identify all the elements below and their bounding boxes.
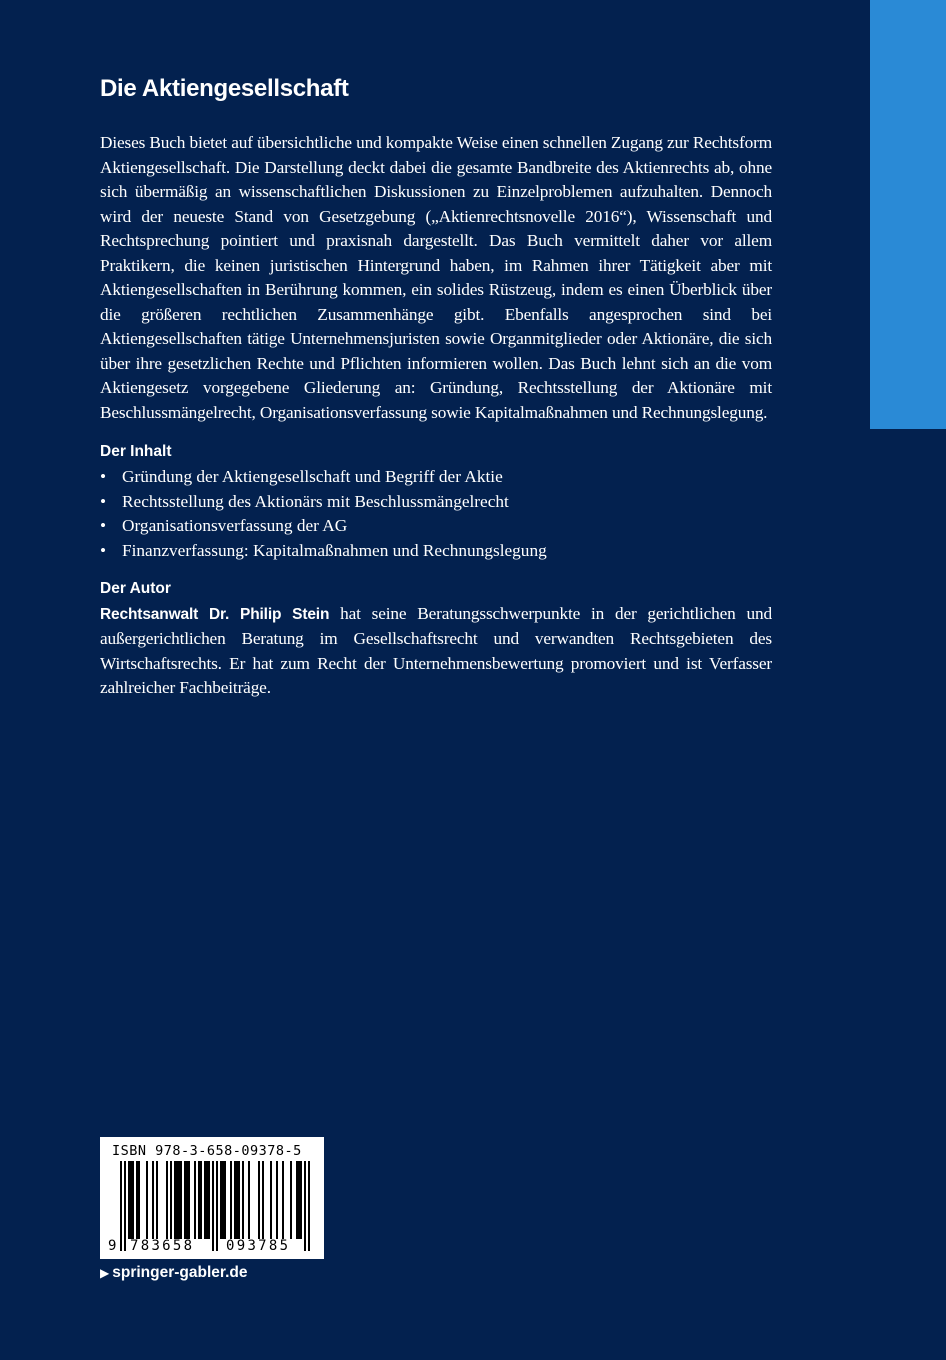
ean-first-digit: 9 (108, 1238, 117, 1254)
list-item (100, 539, 772, 564)
barcode-bar (186, 1161, 188, 1239)
list-item-text: Rechtsstellung des Aktionärs mit Beschlussmängelrecht (122, 491, 509, 511)
author-heading: Der Autor (100, 579, 171, 597)
list-item-text: Finanzverfassung: Kapitalmaßnahmen und Rechnungslegung (122, 541, 547, 561)
barcode-bar (138, 1161, 140, 1239)
isbn-text: ISBN 978-3-658-09378-5 (112, 1143, 302, 1159)
barcode-bar (198, 1161, 200, 1239)
list-item-text: Gründung der Aktiengesellschaft und Begriff der Aktie (122, 467, 503, 486)
barcode-guard-bar (124, 1161, 126, 1251)
barcode-bar (178, 1161, 180, 1239)
accent-bar (870, 0, 946, 429)
contents-heading: Der Inhalt (100, 443, 172, 460)
barcode-bar (300, 1161, 302, 1239)
barcode-bar (130, 1161, 132, 1239)
barcode-bar (156, 1161, 158, 1239)
list-item (100, 490, 772, 515)
book-description: Dieses Buch bietet auf übersichtliche und kompakte Weise einen schnellen Zugang zur Rechtsform Aktiengesellschaft. Die Darstellung deckt dabei die gesamte Bandbreite des Aktienrechts ab, ohne sich übermäßig an wissenschaftlichen Diskussionen zu Einzelproblemen aufzuhalten. Dennoch wird der neueste Stand von Gesetzgebung („Aktienrechtsnovelle 2016“), Wissenschaft und Rechtsprechung pointiert und praxisnah dargestellt. Das Buch vermittelt daher vor allem Praktikern, die keinen juristischen Hintergrund haben, im Rahmen ihrer Tätigkeit aber mit Aktiengesellschaften in Berührung kommen, ein solides Rüstzeug, indem es einen Überblick über die größeren rechtlichen Zusammenhänge gibt. Ebenfalls angesprochen sind bei Aktiengesellschaften tätige Unternehmensjuristen sowie Organmitglieder oder Aktionäre, die sich über ihre gesetzlichen Rechte und Pflichten informieren wollen. Das Buch lehnt sich an die vom Aktiengesetz vorgegebene Gliederung an: Gründung, Rechtsstellung der Aktionäre mit Beschlussmängelrecht, Organisationsverfassung sowie Kapitalmaßnahmen und Rechnungslegung. (100, 133, 772, 422)
bullet: • (100, 491, 107, 511)
barcode-bar (146, 1161, 148, 1239)
barcode-bar (230, 1161, 232, 1239)
isbn-barcode (100, 1137, 324, 1259)
barcode-bar (296, 1161, 298, 1239)
barcode-bar (128, 1161, 130, 1239)
bullet: • (100, 516, 107, 536)
barcode-bar (180, 1161, 182, 1239)
barcode-bar (136, 1161, 138, 1239)
ean-right-digits: 093785 (226, 1238, 291, 1254)
barcode-bar (132, 1161, 134, 1239)
barcode-bar (166, 1161, 168, 1239)
barcode-bar (170, 1161, 172, 1239)
publisher-website (100, 1264, 247, 1282)
barcode-bar (270, 1161, 272, 1239)
barcode-bar (276, 1161, 278, 1239)
barcode-bar (290, 1161, 292, 1239)
barcode-guard-bar (120, 1161, 122, 1251)
author-name: Rechtsanwalt Dr. Philip Stein (100, 605, 330, 623)
barcode-bar (152, 1161, 154, 1239)
bullet: • (100, 467, 107, 486)
author-bio-text: hat seine Beratungsschwerpunkte in der gerichtlichen und außergerichtlichen Beratung im Gesellschaftsrecht und verwandten Rechtsgebieten des Wirtschaftsrechts. Er hat zum Recht der Unternehmensbewertung promoviert und ist Verfasser zahlreicher Fachbeiträge. (100, 603, 772, 698)
list-item-text: Organisationsverfassung der AG (122, 516, 348, 536)
barcode-bar (188, 1161, 190, 1239)
barcode-bar (282, 1161, 284, 1239)
barcode-bar (238, 1161, 240, 1239)
ean-left-digits: 783658 (130, 1238, 195, 1254)
barcode-bar (236, 1161, 238, 1239)
list-item (100, 514, 772, 539)
barcode-bar (234, 1161, 236, 1239)
bullet: • (100, 541, 107, 561)
barcode-bar (204, 1161, 206, 1239)
barcode-bar (222, 1161, 224, 1239)
website-text: springer-gabler.de (112, 1264, 248, 1281)
barcode-bar (194, 1161, 196, 1239)
author-bio (100, 602, 772, 701)
barcode-bar (262, 1161, 264, 1239)
barcode-bar (200, 1161, 202, 1239)
barcode-bar (258, 1161, 260, 1239)
barcode-bar (208, 1161, 210, 1239)
back-cover-content (100, 72, 772, 701)
barcode-bar (184, 1161, 186, 1239)
barcode-bar (220, 1161, 222, 1239)
barcode-bar (176, 1161, 178, 1239)
list-item (100, 465, 772, 490)
barcode-bar (248, 1161, 250, 1239)
arrow-right-icon: ▶ (100, 1266, 110, 1280)
book-title: Die Aktiengesellschaft (100, 75, 349, 102)
barcode-bar (206, 1161, 208, 1239)
contents-list (100, 465, 772, 564)
barcode-bar (298, 1161, 300, 1239)
barcode-bar (224, 1161, 226, 1239)
barcode-bar (242, 1161, 244, 1239)
barcode-bar (174, 1161, 176, 1239)
